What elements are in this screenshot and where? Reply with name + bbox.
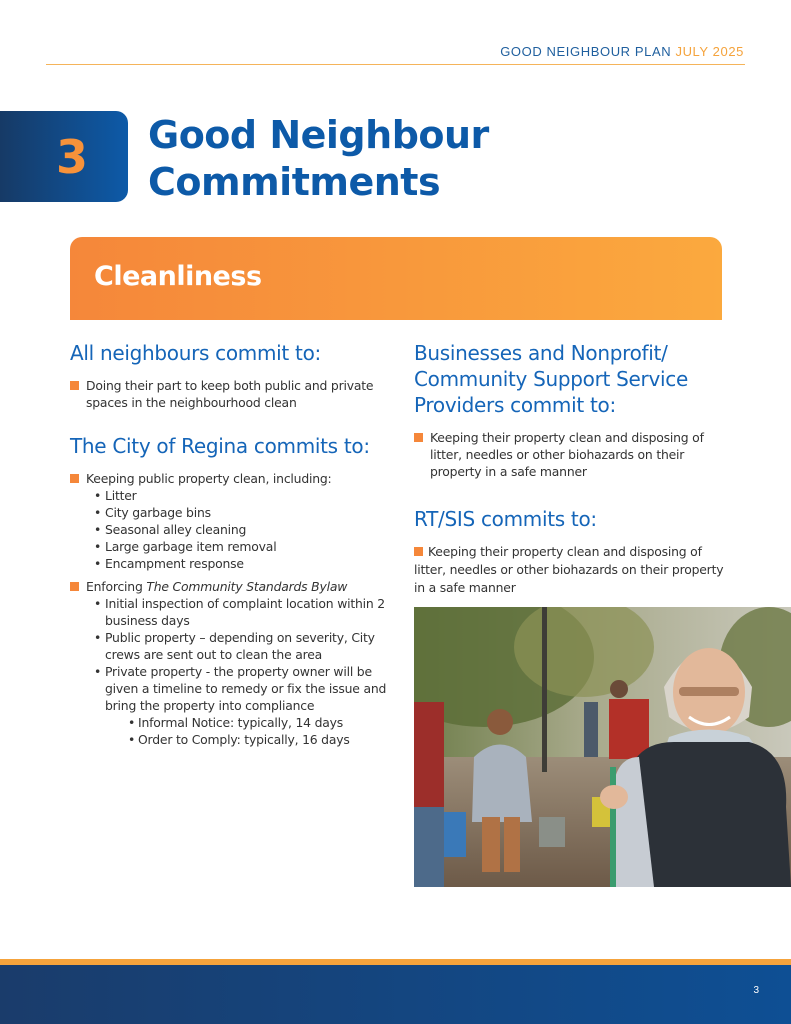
sub-list-item: • Public property – depending on severity, City crews are sent out to clean the area	[90, 629, 388, 663]
sub-list-item: • Litter	[90, 487, 388, 504]
section-title	[148, 112, 489, 206]
running-header	[500, 44, 744, 59]
left-column	[70, 340, 388, 754]
sub-list-item: • City garbage bins	[90, 504, 388, 521]
banner-title: Cleanliness	[94, 261, 262, 292]
rtsis-heading: RT/SIS commits to:	[414, 507, 597, 531]
header-title: GOOD NEIGHBOUR PLAN	[500, 44, 672, 59]
bylaw-name: The Community Standards Bylaw	[146, 579, 348, 594]
orange-square-bullet-icon	[70, 582, 79, 591]
section-title-line2: Commitments	[148, 160, 441, 204]
notice-sublist	[105, 714, 388, 748]
cleanliness-banner	[70, 237, 722, 320]
section-number: 3	[55, 129, 88, 184]
sub-sub-list-item: • Informal Notice: typically, 14 days	[127, 714, 388, 731]
enforcement-sublist	[86, 595, 388, 748]
city-list	[70, 470, 388, 748]
sub-list-item: • Seasonal alley cleaning	[90, 521, 388, 538]
all-neighbours-list	[70, 377, 388, 411]
businesses-list	[414, 429, 732, 480]
list-item: Doing their part to keep both public and private spaces in the neighbourhood clean	[70, 377, 388, 411]
sub-list-item: • Encampment response	[90, 555, 388, 572]
section-number-badge	[0, 111, 128, 202]
header-divider	[46, 64, 745, 65]
all-neighbours-heading: All neighbours commit to:	[70, 341, 321, 365]
rtsis-commitment: Keeping their property clean and disposing of litter, needles or other biohazards on their property in a safe manner	[414, 544, 724, 595]
section-title-line1: Good Neighbour	[148, 113, 489, 157]
sub-list-item: • Initial inspection of complaint location within 2 business days	[90, 595, 388, 629]
public-property-sublist	[86, 487, 388, 572]
community-cleanup-photo	[414, 607, 791, 887]
sub-list-item: • Large garbage item removal	[90, 538, 388, 555]
sub-list-item: • Private property - the property owner will be given a timeline to remedy or fix the issue and bring the property into compliance • Informal Notice: typically, 14 days • Order to Comply: typically, 16 days	[90, 663, 388, 748]
orange-square-bullet-icon	[70, 474, 79, 483]
page-number: 3	[753, 985, 759, 996]
list-item: Keeping public property clean, including: • Litter • City garbage bins • Seasonal alley cleaning • Large garbage item removal • Encampment response	[70, 470, 388, 572]
orange-square-bullet-icon	[414, 547, 423, 556]
right-column	[414, 340, 732, 597]
sub-sub-list-item: • Order to Comply: typically, 16 days	[127, 731, 388, 748]
city-heading: The City of Regina commits to:	[70, 434, 370, 458]
businesses-heading: Businesses and Nonprofit/ Community Support Service Providers commit to:	[414, 341, 688, 417]
header-date: JULY 2025	[675, 44, 744, 59]
footer-bar	[0, 965, 791, 1024]
list-item: Keeping their property clean and disposing of litter, needles or other biohazards on their property in a safe manner	[414, 429, 732, 480]
list-item: Enforcing The Community Standards Bylaw • Initial inspection of complaint location within 2 business days • Public property – depending on severity, City crews are sent out to clean the area • Private property - the property owner will be given a timeline to remedy or fix the issue and bring the property into compliance • Informal Notice: typically, 14 days • Order to Comply: typically, 16 days	[70, 578, 388, 748]
orange-square-bullet-icon	[414, 433, 423, 442]
orange-square-bullet-icon	[70, 381, 79, 390]
